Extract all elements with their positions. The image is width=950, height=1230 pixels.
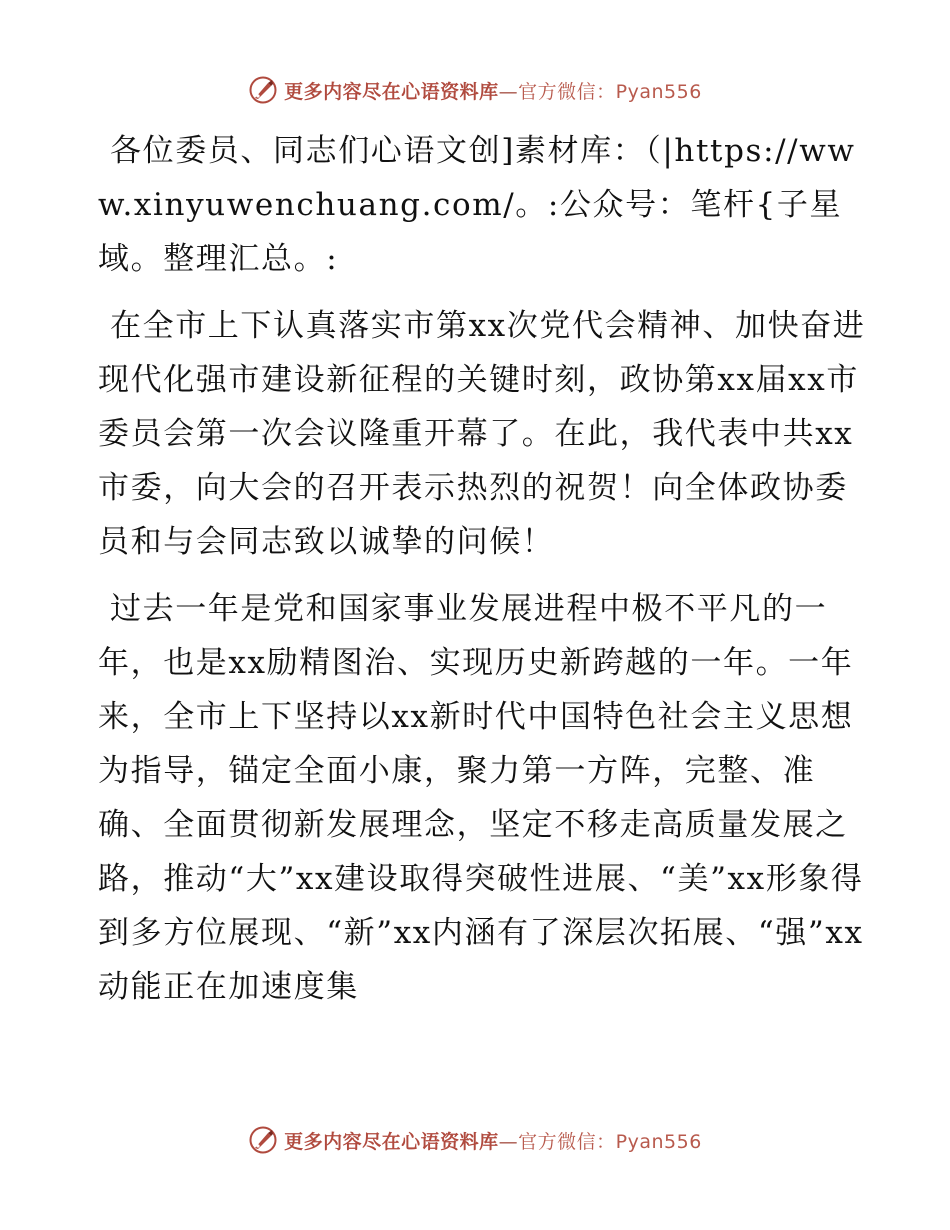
footer-banner-main: 更多内容尽在心语资料库: [284, 1130, 499, 1153]
header-banner-main: 更多内容尽在心语资料库: [284, 80, 499, 103]
header-banner-wechat: 官方微信：Pyan556: [518, 80, 702, 103]
header-banner-text: [284, 77, 702, 104]
quill-pen-logo-icon: [248, 75, 278, 105]
paragraph-opening: 在全市上下认真落实市第xx次党代会精神、加快奋进现代化强市建设新征程的关键时刻，政协第xx届xx市委员会第一次会议隆重开幕了。在此，我代表中共xx市委，向大会的召开表示热烈的祝贺！向全体政协委员和与会同志致以诚挚的问候！: [98, 308, 866, 560]
header-banner: [0, 70, 950, 110]
document-body: [98, 124, 868, 1027]
footer-banner-dash: —: [498, 1130, 519, 1153]
footer-banner-text: [284, 1127, 702, 1154]
quill-pen-logo-icon: [248, 1125, 278, 1155]
paragraph-intro: 各位委员、同志们心语文创]素材库：（|https://www.xinyuwenchuang.com/。:公众号：笔杆{子星域。整理汇总。:: [98, 133, 856, 277]
footer-banner: [0, 1120, 950, 1160]
paragraph-review: 过去一年是党和国家事业发展进程中极不平凡的一年，也是xx励精图治、实现历史新跨越的一年。一年来，全市上下坚持以xx新时代中国特色社会主义思想为指导，锚定全面小康，聚力第一方阵，完整、准确、全面贯彻新发展理念，坚定不移走高质量发展之路，推动“大”xx建设取得突破性进展、“美”xx形象得到多方位展现、“新”xx内涵有了深层次拓展、“强”xx动能正在加速度集: [98, 591, 864, 1005]
header-banner-dash: —: [498, 80, 519, 103]
footer-banner-wechat: 官方微信：Pyan556: [518, 1130, 702, 1153]
